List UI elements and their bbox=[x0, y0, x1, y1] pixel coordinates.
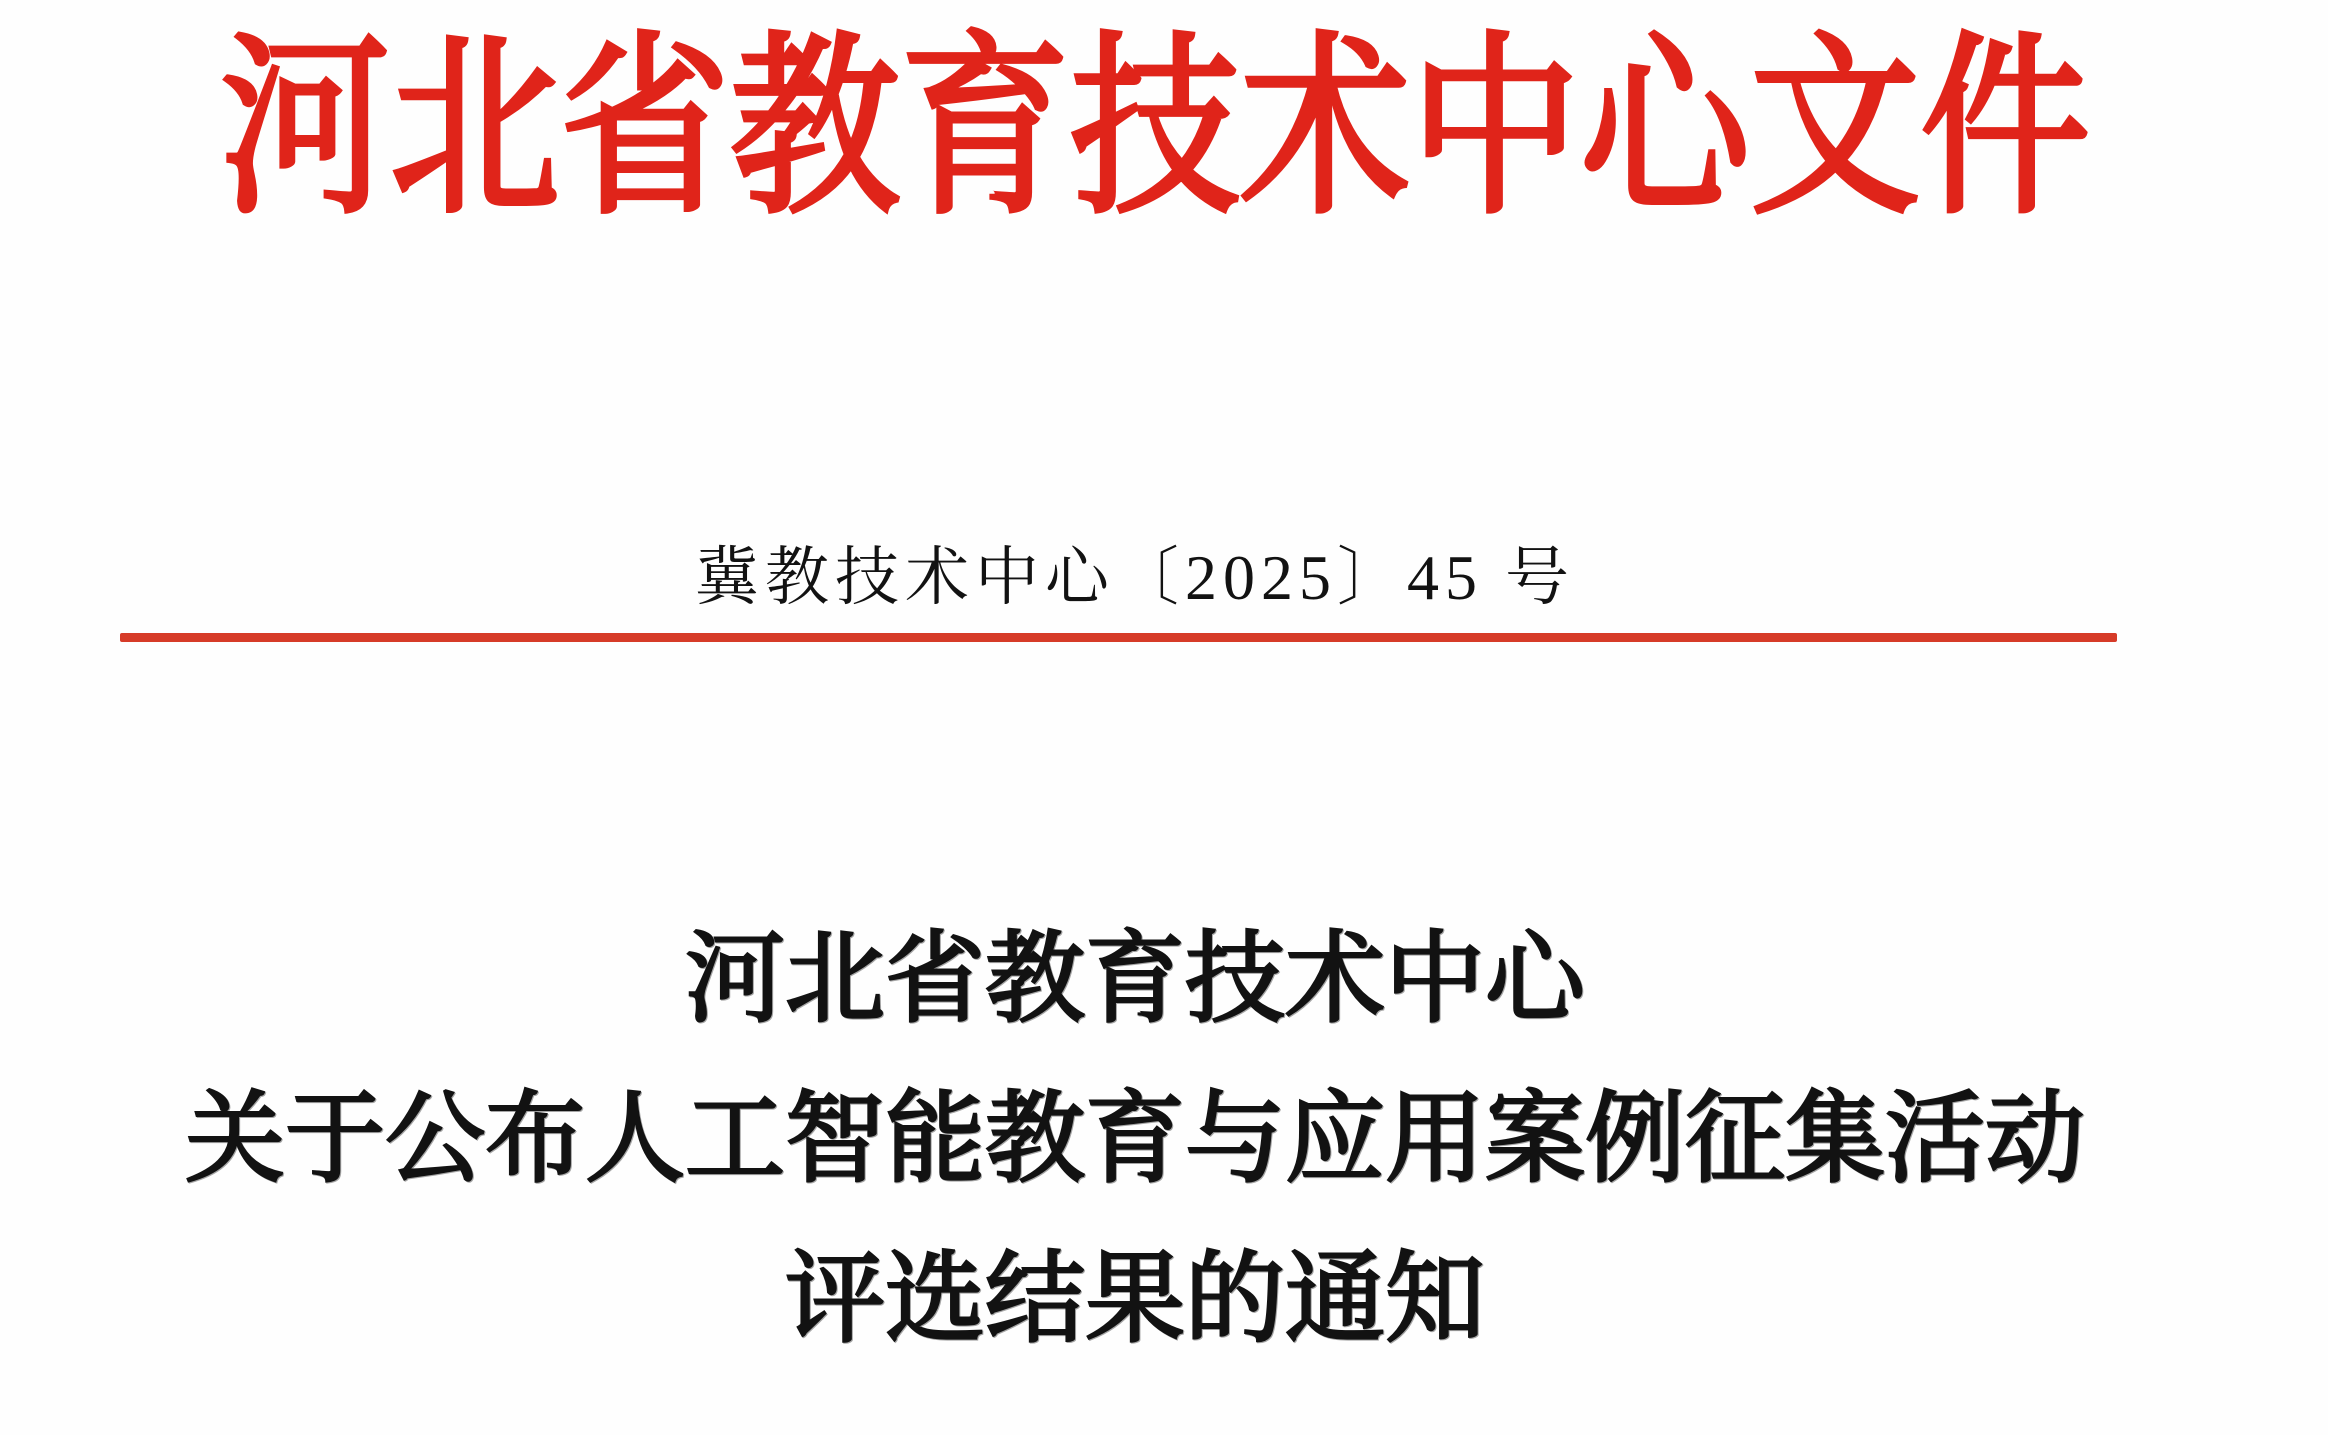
notice-title bbox=[185, 900, 2085, 1380]
letterhead-divider bbox=[120, 633, 2117, 642]
letterhead-title: 河 北 省 教 育 技 术 中 心 文 件 bbox=[220, 21, 2091, 238]
notice-title-line-1: 河北省教育技术中心 bbox=[685, 924, 1585, 1035]
document-number: 冀教技术中心〔2025〕45 号 bbox=[695, 542, 1575, 613]
notice-title-line-3: 评选结果的通知 bbox=[785, 1244, 1485, 1355]
notice-title-line-2: 关于公布人工智能教育与应用案例征集活动 bbox=[185, 1084, 2085, 1195]
